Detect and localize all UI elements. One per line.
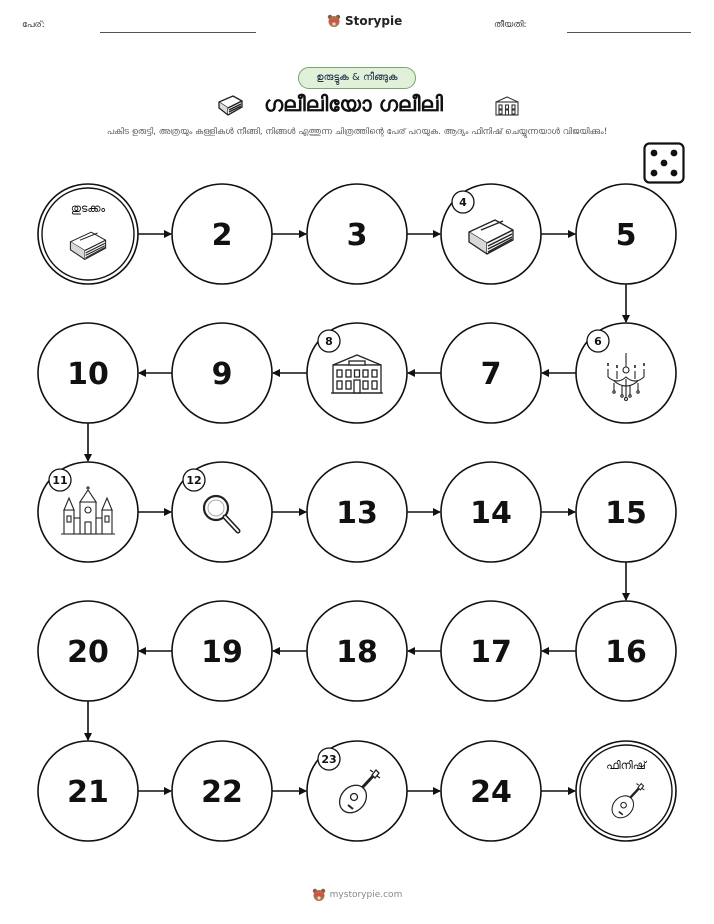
board-cell-24 [441, 741, 541, 841]
cell-number: 16 [605, 635, 647, 670]
board-cell-16 [576, 601, 676, 701]
board-cell-2 [172, 184, 272, 284]
board-cell-25 [576, 741, 676, 841]
cell-number: 24 [470, 775, 512, 810]
board-cell-4 [441, 184, 541, 284]
cell-number: 22 [201, 775, 243, 810]
board-cell-20 [38, 601, 138, 701]
board-cell-18 [307, 601, 407, 701]
board-cell-21 [38, 741, 138, 841]
board-cell-13 [307, 462, 407, 562]
cell-number: 6 [594, 335, 602, 348]
cell-number: 7 [480, 357, 502, 392]
board-cell-17 [441, 601, 541, 701]
cell-number: 10 [67, 357, 109, 392]
board-cell-1 [38, 184, 138, 284]
cell-number: 17 [470, 635, 512, 670]
board-cell-19 [172, 601, 272, 701]
cell-number: 19 [201, 635, 243, 670]
cell-number: 8 [325, 335, 333, 348]
footer [0, 888, 714, 902]
cell-number: 23 [321, 753, 337, 766]
board-cell-5 [576, 184, 676, 284]
board-cell-14 [441, 462, 541, 562]
finish-label: ഫിനിഷ് [606, 759, 646, 772]
activity-badge: ഉരുട്ടുക & നീങ്ങുക [298, 67, 416, 89]
cell-number: 13 [336, 496, 378, 531]
instructions-text: പകിട ഉരുട്ടി, അത്രയും കള്ളികൾ നീങ്ങി, നിങ്ങൾ എത്തുന്ന ചിത്രത്തിന്റെ പേര് പറയുക. ആദ്യം ഫിനിഷ് ചെയ്യുന്നയാൾ വിജയിക്കും! [106, 127, 608, 137]
board-cell-9 [172, 323, 272, 423]
board-cell-22 [172, 741, 272, 841]
cell-number: 5 [615, 218, 637, 253]
cell-number: 9 [211, 357, 233, 392]
cell-number: 3 [346, 218, 368, 253]
footer-url: mystorypie.com [329, 890, 403, 900]
cell-number: 11 [52, 474, 68, 487]
cell-circle [576, 741, 676, 841]
start-label: തുടക്കം [70, 202, 106, 215]
date-label: തീയതി: [494, 20, 527, 30]
page-title: ഗലീലിയോ ഗലീലി [264, 92, 443, 116]
cell-number: 18 [336, 635, 378, 670]
board-cell-11 [38, 462, 138, 562]
name-label: പേര്: [22, 20, 45, 30]
cell-number: 14 [470, 496, 512, 531]
cell-number: 21 [67, 775, 109, 810]
cell-number: 12 [186, 474, 202, 487]
bear-mascot-icon [312, 888, 326, 902]
board-cell-15 [576, 462, 676, 562]
board-cell-7 [441, 323, 541, 423]
board-cell-12 [172, 462, 272, 562]
cell-number: 2 [211, 218, 233, 253]
board-cell-3 [307, 184, 407, 284]
board-cell-23 [307, 741, 407, 841]
cell-number: 15 [605, 496, 647, 531]
cell-number: 4 [459, 196, 467, 209]
board-cell-6 [576, 323, 676, 423]
board-cell-8 [307, 323, 407, 423]
cell-number: 20 [67, 635, 109, 670]
board-cell-10 [38, 323, 138, 423]
brand-name: Storypie [345, 14, 403, 28]
